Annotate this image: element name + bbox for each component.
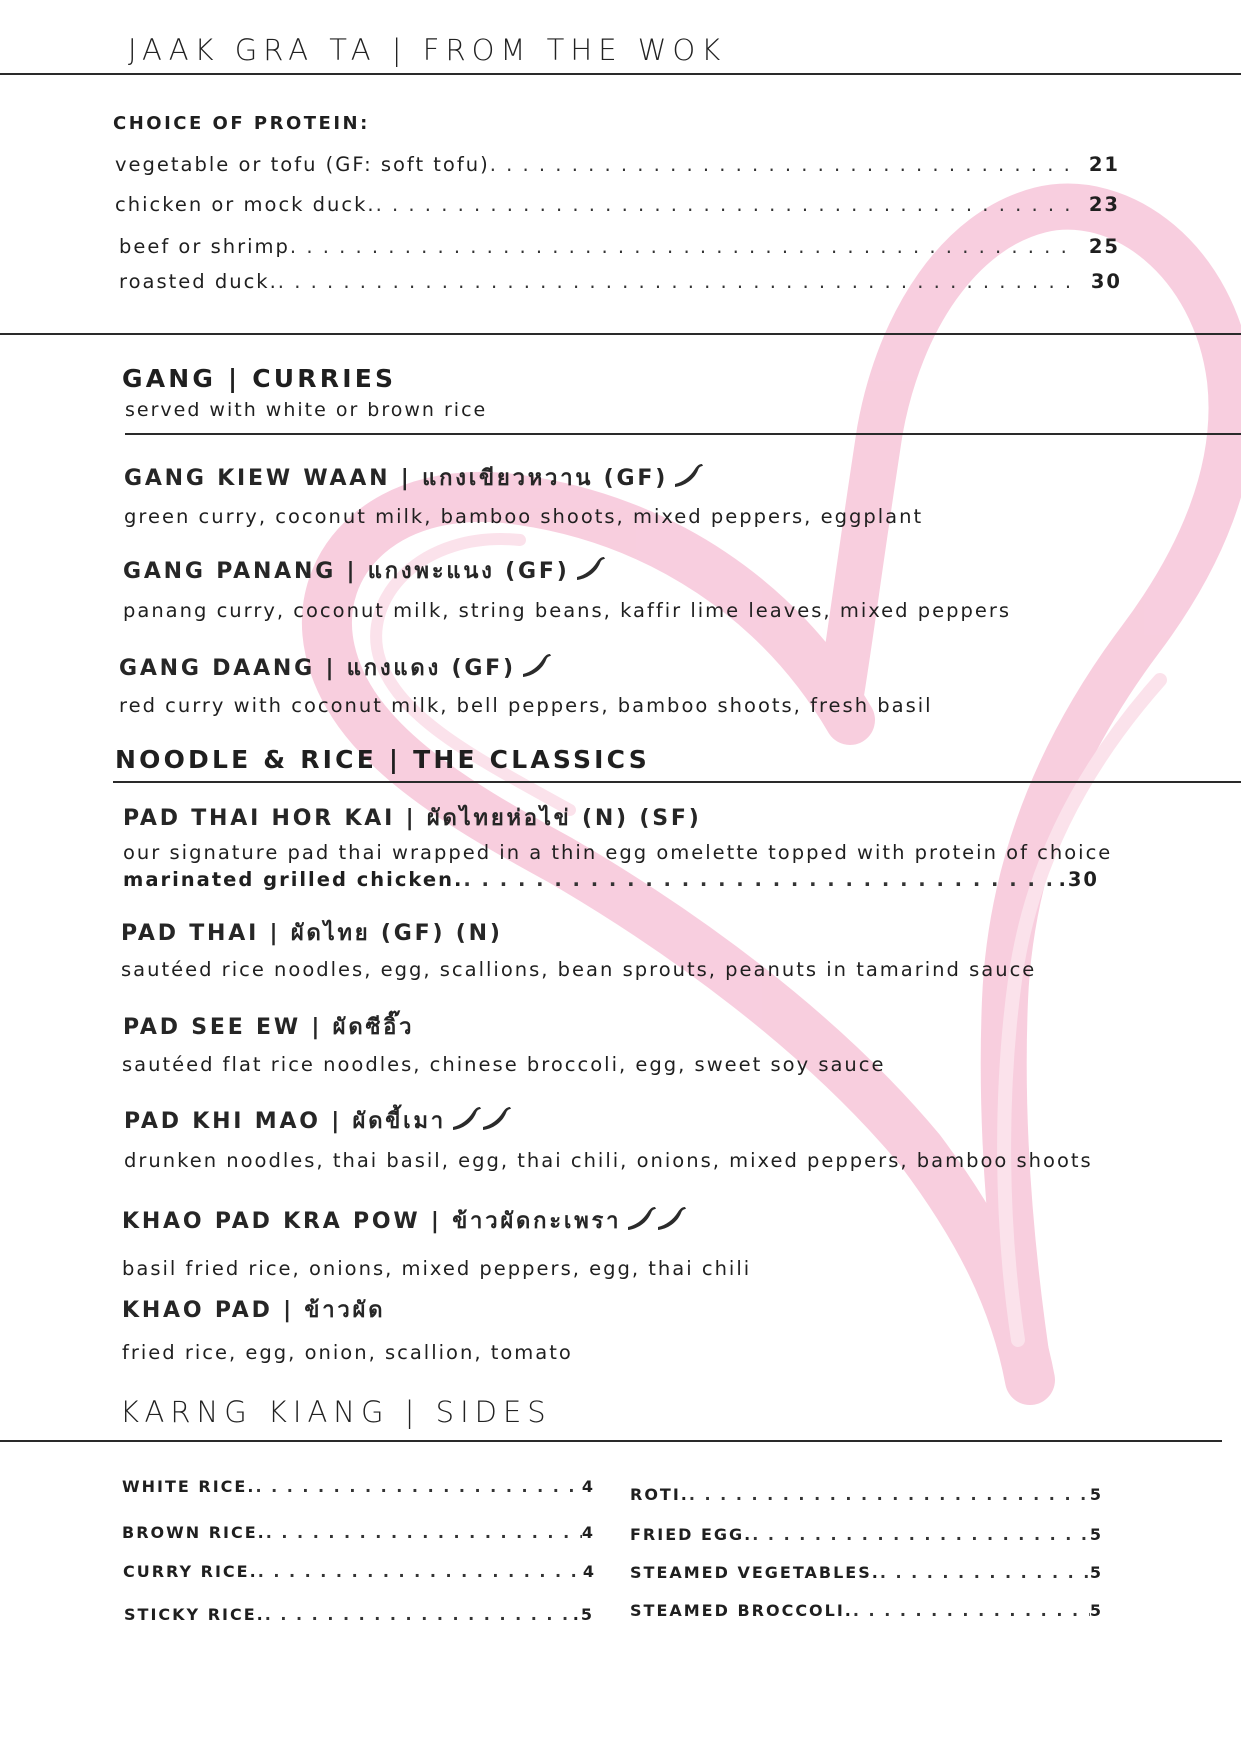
divider-line: [0, 333, 1241, 335]
divider-line: [125, 433, 1241, 435]
chili-pepper-icon: [574, 555, 608, 589]
dish-description: basil fried rice, onions, mixed peppers, egg, thai chili: [122, 1257, 752, 1280]
protein-name: chicken or mock duck.: [115, 193, 376, 216]
dish-name: PAD SEE EW | ผัดซีอิ๊ว: [123, 1015, 415, 1040]
dish-name: GANG KIEW WAAN | แกงเขียวหวาน (GF): [124, 466, 669, 491]
protein-heading: CHOICE OF PROTEIN:: [113, 113, 370, 134]
list-item: [630, 1525, 1103, 1544]
protein-name: vegetable or tofu (GF: soft tofu): [115, 153, 490, 176]
list-item: [122, 1523, 595, 1542]
dish-title: [121, 915, 503, 950]
dish-description: sautéed rice noodles, egg, scallions, bean sprouts, peanuts in tamarind sauce: [121, 958, 1037, 981]
dish-title: [124, 460, 706, 496]
side-name: ROTI.: [630, 1485, 689, 1504]
side-price: 4: [582, 1562, 596, 1581]
chili-pepper-icon: [450, 1105, 514, 1139]
dish-description: green curry, coconut milk, bamboo shoots, mixed peppers, eggplant: [124, 505, 924, 528]
side-name: STICKY RICE.: [124, 1605, 265, 1624]
protein-name: roasted duck.: [119, 270, 278, 293]
section-title-curries: GANG | CURRIES: [122, 364, 397, 393]
dish-name: GANG PANANG | แกงพะแนง (GF): [123, 559, 570, 584]
chili-pepper-icon: [672, 462, 706, 496]
divider-line: [0, 1440, 1222, 1442]
section-subtitle-curries: served with white or brown rice: [125, 399, 488, 421]
dish-title: [123, 1009, 414, 1044]
list-item: [119, 235, 1120, 258]
dish-title: [124, 1103, 514, 1139]
protein-price: 30: [1090, 270, 1122, 293]
side-name: WHITE RICE.: [122, 1477, 256, 1496]
protein-price: 23: [1088, 193, 1120, 216]
section-title-wok: JAAK GRA TA | FROM THE WOK: [128, 33, 727, 67]
list-item: [119, 270, 1122, 293]
list-item: [115, 153, 1120, 176]
side-name: CURRY RICE.: [123, 1562, 258, 1581]
list-item: [630, 1563, 1103, 1582]
dish-price: .30: [1058, 868, 1099, 891]
dish-description: red curry with coconut milk, bell peppers, bamboo shoots, fresh basil: [119, 694, 933, 717]
chili-pepper-icon: [520, 652, 554, 686]
side-price: 5: [1089, 1563, 1103, 1582]
side-name: STEAMED BROCCOLI.: [630, 1601, 853, 1620]
chili-pepper-icon: [625, 1205, 689, 1239]
list-item: [115, 193, 1120, 216]
dish-title: [119, 650, 554, 686]
dish-name: PAD THAI HOR KAI | ผัดไทยห่อไข่ (N) (SF): [123, 806, 702, 831]
protein-name: beef or shrimp: [119, 235, 290, 258]
protein-price: 25: [1088, 235, 1120, 258]
dish-description: our signature pad thai wrapped in a thin egg omelette topped with protein of choice: [123, 841, 1113, 864]
list-item: [122, 1477, 595, 1496]
list-item: [124, 1605, 594, 1624]
side-price: 4: [581, 1523, 595, 1542]
dish-title: [122, 1292, 385, 1327]
dish-title: [123, 553, 608, 589]
list-item: [630, 1601, 1103, 1620]
section-title-noodles: NOODLE & RICE | THE CLASSICS: [115, 745, 650, 774]
side-name: FRIED EGG.: [630, 1525, 753, 1544]
dish-name: GANG DAANG | แกงแดง (GF): [119, 656, 516, 681]
side-name: BROWN RICE.: [122, 1523, 266, 1542]
side-price: 4: [581, 1477, 595, 1496]
dish-description: panang curry, coconut milk, string beans, kaffir lime leaves, mixed peppers: [123, 599, 1012, 622]
divider-line: [0, 73, 1241, 75]
dish-description: drunken noodles, thai basil, egg, thai chili, onions, mixed peppers, bamboo shoots: [124, 1149, 1093, 1172]
dish-description: fried rice, egg, onion, scallion, tomato: [122, 1341, 573, 1364]
side-price: 5: [1089, 1601, 1103, 1620]
dish-title: [123, 800, 702, 835]
side-name: STEAMED VEGETABLES.: [630, 1563, 880, 1582]
list-item: [123, 1562, 596, 1581]
side-price: 5: [1089, 1485, 1103, 1504]
dish-title: [122, 1203, 689, 1239]
dish-description: sautéed flat rice noodles, chinese broccoli, egg, sweet soy sauce: [122, 1053, 886, 1076]
list-item: [123, 868, 1099, 891]
protein-price: 21: [1088, 153, 1120, 176]
side-price: .5: [572, 1605, 594, 1624]
dish-name: KHAO PAD KRA POW | ข้าวผัดกะเพรา: [122, 1209, 622, 1234]
section-title-sides: KARNG KIANG | SIDES: [120, 1395, 552, 1429]
dish-name: PAD THAI | ผัดไทย (GF) (N): [121, 921, 503, 946]
divider-line: [113, 781, 1241, 783]
side-price: 5: [1089, 1525, 1103, 1544]
dish-option: marinated grilled chicken.: [123, 868, 464, 891]
dish-name: KHAO PAD | ข้าวผัด: [122, 1298, 386, 1323]
dish-name: PAD KHI MAO | ผัดขี้เมา: [124, 1109, 446, 1134]
list-item: [630, 1485, 1103, 1504]
